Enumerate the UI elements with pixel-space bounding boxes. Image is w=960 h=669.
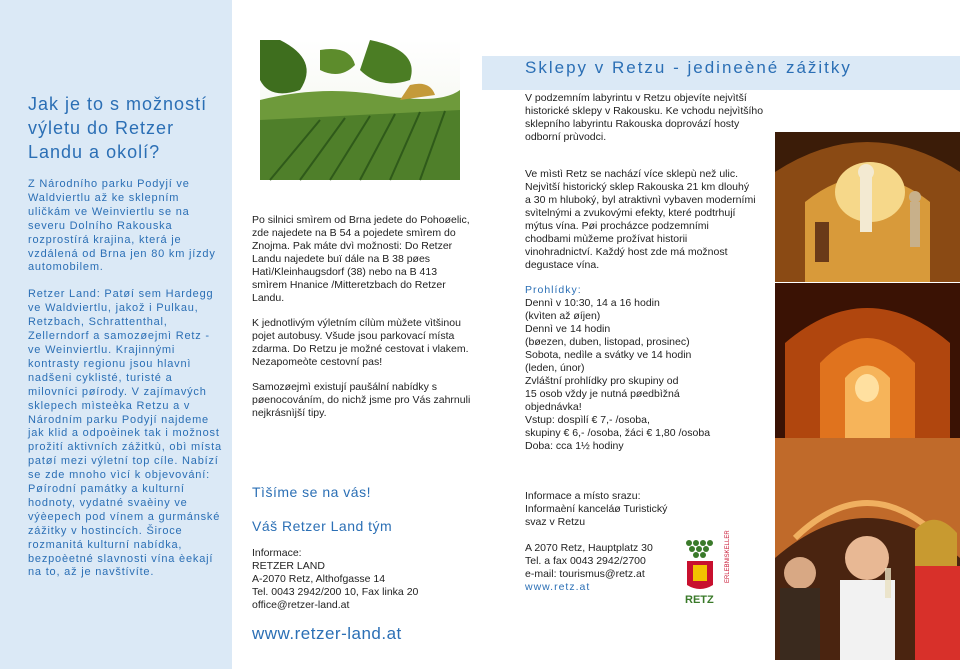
tours-line: Sobota, nedìle a svátky ve 14 hodin [525,349,692,361]
tours-line: (leden, únor) [525,362,585,374]
tours-list [525,297,757,453]
right-paragraph-1: Ve mìstì Retz se nachází více sklepù než ulic. Nejvìtší historický sklep Rakouska 21 km dlouhý a 30 m hluboký, byl atraktivnì vybaven moderními svìtelnými a zvukovými efekty, které podtrhují mýtus vína. Pøi procházce podzemními chodbami mùžeme prožívat historii vinohradnictví. Každý host zde má možnost degustace vína. [525,168,756,271]
intro-text: V podzemním labyrintu v Retzu objevíte nejvìtší historické sklepy v Rakousku. Ke vchodu nejvìtšího sklepního labyrintu Rakouska doprovází hosty odborní prùvodci. [525,92,764,143]
tours-line: objednávka! [525,401,582,413]
vineyard-photo [260,40,460,180]
tours-line: Doba: cca 1½ hodiny [525,440,624,452]
cellar-statues-photo [775,132,960,282]
greeting-heading: Tìšíme se na vás! [252,484,371,500]
contact-email[interactable]: office@retzer-land.at [252,599,350,611]
address-line: A 2070 Retz, Hauptplatz 30 [525,542,653,554]
middle-paragraph-2: K jednotlivým výletním cílùm mùžete vìtšinou pojet autobusy. Všude jsou parkovací místa zdarma. Do Retzu je možné cestovat i vlakem. Nezapomeòte cestovní pas! [252,317,469,368]
address-line: Tel. a fax 0043 2942/2700 [525,555,646,567]
left-paragraph-2: Retzer Land: Patøí sem Hardegg ve Waldviertlu, jakož i Pulkau, Retzbach, Schrattenthal, Zellerndorf a samozøejmì Retz - ve Weinviertlu. Krajinnými kontrasty regionu jsou hlavnì nadšeni cyklisté, turisté a milovníci pøírody. V zajímavých sklepech mìsteèka Retzu a v Národním parku Podyjí najdeme jak klid a odpoèinek tak i možnost prožití aktivních zážitkù, obì místa patøí mezi výletní top cíle. Nabízí se zde mnoho vìcí k objevování: Pøírodní památky a kulturní hodnoty, vydatné svaèiny ve výèepech pod vínem a gurmánské zážitky v hostincích. Široce rozmanitá kulturní nabídka, bezpoèetné slavnosti vína èekají na to, až je navštívíte. [28,288,222,579]
left-panel-title: Jak je to s možností výletu do Retzer Landu a okolí? [28,94,208,162]
tours-line: Dennì ve 14 hodin [525,323,611,335]
tours-line: (bøezen, duben, listopad, prosinec) [525,336,690,348]
address-email[interactable]: e-mail: tourismus@retz.at [525,568,645,580]
tours-line: skupiny € 6,- /osoba, žáci € 1,80 /osoba [525,427,711,439]
right-panel-title: Sklepy v Retzu - jedineèné zážitky [525,58,852,77]
right-panel-text [525,168,757,453]
svg-text:RETZ: RETZ [685,594,714,606]
tours-line: Vstup: dospìlí € 7,- /osoba, [525,414,650,426]
info-line: Informaèní kanceláø Turistický svaz v Retzu [525,503,668,528]
cellar-tunnel-photo [775,283,960,438]
left-panel-text [28,178,222,593]
middle-paragraph-1: Po silnici smìrem od Brna jedete do Pohoøelic, zde najedete na B 54 a pojedete smìrem do Znojma. Pak máte dvì možnosti: Do Retzer Landu najedete buï dále na B 38 pøes Hatì/Kleinhaugsdorf (38) nebo na B 413 smìrem Hnanice /Mitteretzbach do Retzer Landu. [252,214,470,304]
retz-erlebniskeller-logo [683,530,731,607]
info-block [525,490,685,529]
contact-block [252,547,472,612]
tours-heading: Prohlídky: [525,284,582,296]
contact-line: RETZER LAND [252,560,325,572]
svg-text:ERLEBNISKELLER: ERLEBNISKELLER [725,530,731,583]
info-line: Informace a místo srazu: [525,490,641,502]
team-heading: Váš Retzer Land tým [252,518,393,534]
left-paragraph-1: Z Národního parku Podyjí ve Waldviertlu až ke sklepním uličkám ve Weinviertlu se na severu Dolního Rakouska rozprostírá krajina, která je vzdálená od Brna jen 80 km jízdy automobilem. [28,178,216,274]
tours-line: Zvláštní prohlídky pro skupiny od [525,375,679,387]
contact-line: Informace: [252,547,302,559]
contact-line: Tel. 0043 2942/200 10, Fax linka 20 [252,586,419,598]
contact-line: A-2070 Retz, Althofgasse 14 [252,573,386,585]
retz-website-link[interactable]: www.retz.at [525,581,591,593]
middle-panel-text [252,214,472,432]
wine-tasting-photo [775,438,960,660]
tours-line: (kvìten až øíjen) [525,310,601,322]
tours-line: Dennì v 10:30, 14 a 16 hodin [525,297,660,309]
middle-paragraph-3: Samozøejmì existují paušální nabídky s pøenocováním, do nichž jsme pro Vás zahrnuli nejkrásnìjší tipy. [252,381,471,419]
website-link[interactable]: www.retzer-land.at [252,624,402,643]
address-block [525,542,685,594]
tours-line: 15 osob vždy je nutná pøedbìžná [525,388,680,400]
